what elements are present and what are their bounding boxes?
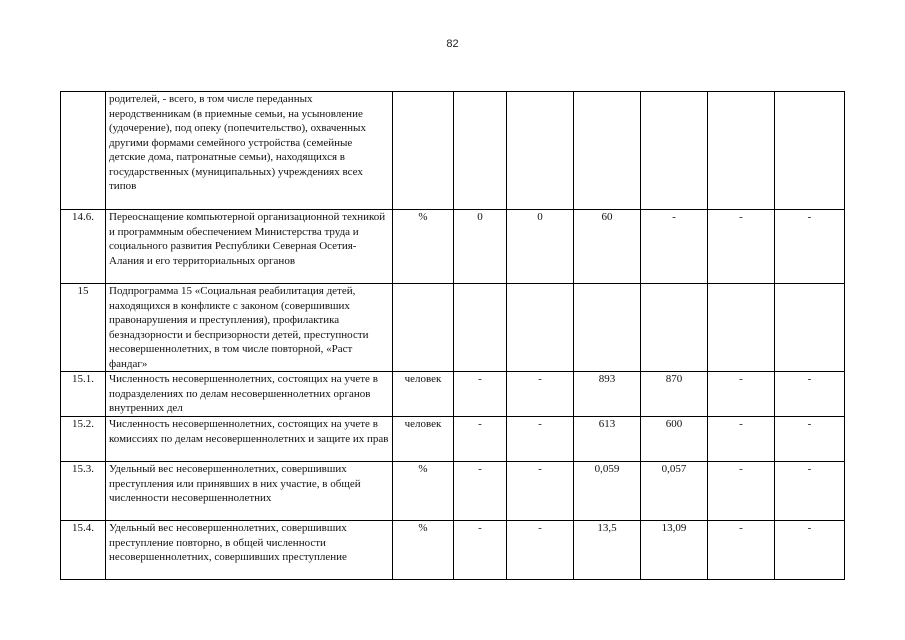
row-value-1: - <box>454 521 507 580</box>
row-description: Удельный вес несовершеннолетних, совершивших преступление повторно, в общей численности несовершеннолетних, совершивших преступление <box>106 521 393 580</box>
row-number <box>61 92 106 210</box>
row-value-3: 13,5 <box>574 521 641 580</box>
row-number: 15.3. <box>61 462 106 521</box>
row-description: Подпрограмма 15 «Социальная реабилитация детей, находящихся в конфликте с законом (совершивших правонарушения и преступления), профилактика безнадзорности и беспризорности детей, преступности несовершеннолетних, в том числе повторной, «Раст фандаг» <box>106 284 393 372</box>
row-unit <box>393 92 454 210</box>
row-value-6 <box>775 92 845 210</box>
row-value-1 <box>454 284 507 372</box>
row-unit: % <box>393 521 454 580</box>
table-row <box>61 417 845 462</box>
row-value-2: - <box>507 521 574 580</box>
row-value-6 <box>775 284 845 372</box>
row-value-2: - <box>507 462 574 521</box>
row-description: Удельный вес несовершеннолетних, совершивших преступления или принявших в них участие, в общей численности несовершеннолетних <box>106 462 393 521</box>
row-value-2: - <box>507 372 574 417</box>
row-value-5: - <box>708 417 775 462</box>
row-value-4 <box>641 284 708 372</box>
row-value-4: 870 <box>641 372 708 417</box>
row-value-1 <box>454 92 507 210</box>
row-value-5 <box>708 92 775 210</box>
row-unit: человек <box>393 372 454 417</box>
row-value-6: - <box>775 372 845 417</box>
row-number: 15.4. <box>61 521 106 580</box>
row-unit: % <box>393 210 454 284</box>
row-description: Переоснащение компьютерной организационной техникой и программным обеспечением Министерства труда и социального развития Республики Северная Осетия-Алания и его территориальных органов <box>106 210 393 284</box>
row-value-5: - <box>708 462 775 521</box>
row-value-6: - <box>775 417 845 462</box>
row-value-1: 0 <box>454 210 507 284</box>
row-number: 15.1. <box>61 372 106 417</box>
row-unit: % <box>393 462 454 521</box>
row-value-2 <box>507 284 574 372</box>
row-value-3: 893 <box>574 372 641 417</box>
row-value-4 <box>641 92 708 210</box>
row-value-4: - <box>641 210 708 284</box>
row-description: Численность несовершеннолетних, состоящих на учете в комиссиях по делам несовершеннолетних и защите их прав <box>106 417 393 462</box>
row-description: Численность несовершеннолетних, состоящих на учете в подразделениях по делам несовершеннолетних органов внутренних дел <box>106 372 393 417</box>
row-value-1: - <box>454 372 507 417</box>
row-value-2 <box>507 92 574 210</box>
row-unit: человек <box>393 417 454 462</box>
row-value-5: - <box>708 372 775 417</box>
row-value-1: - <box>454 417 507 462</box>
page-number: 82 <box>446 38 459 50</box>
row-number: 14.6. <box>61 210 106 284</box>
table-row <box>61 210 845 284</box>
row-value-4: 0,057 <box>641 462 708 521</box>
row-value-2: - <box>507 417 574 462</box>
row-value-5 <box>708 284 775 372</box>
row-value-2: 0 <box>507 210 574 284</box>
row-number: 15 <box>61 284 106 372</box>
row-description: родителей, - всего, в том числе переданных неродственникам (в приемные семьи, на усыновление (удочерение), под опеку (попечительство), охваченных другими формами семейного устройства (семейные детские дома, патронатные семьи), находящихся в государственных (муниципальных) учреждениях всех типов <box>106 92 393 210</box>
row-value-3: 60 <box>574 210 641 284</box>
row-value-6: - <box>775 462 845 521</box>
row-number: 15.2. <box>61 417 106 462</box>
row-value-4: 13,09 <box>641 521 708 580</box>
table-row <box>61 521 845 580</box>
table-row <box>61 92 845 210</box>
indicators-table <box>60 91 845 580</box>
row-value-3 <box>574 92 641 210</box>
row-value-3: 613 <box>574 417 641 462</box>
row-value-3 <box>574 284 641 372</box>
row-value-4: 600 <box>641 417 708 462</box>
row-value-3: 0,059 <box>574 462 641 521</box>
table-row <box>61 284 845 372</box>
table-row <box>61 462 845 521</box>
table-row <box>61 372 845 417</box>
row-value-1: - <box>454 462 507 521</box>
row-value-6: - <box>775 521 845 580</box>
row-value-5: - <box>708 210 775 284</box>
row-value-5: - <box>708 521 775 580</box>
row-value-6: - <box>775 210 845 284</box>
row-unit <box>393 284 454 372</box>
